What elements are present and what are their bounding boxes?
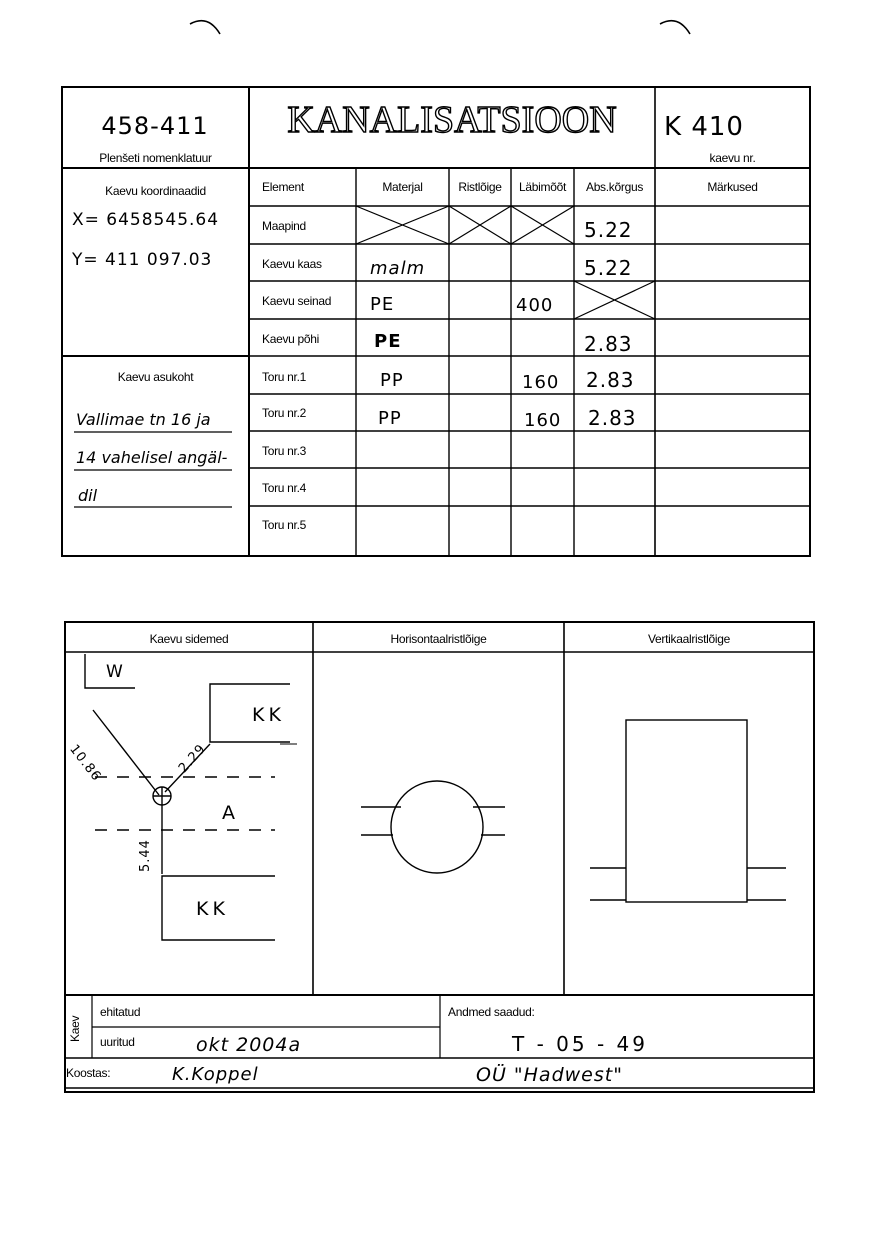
row-element-toru-2: Toru nr.2 [262,406,306,420]
sketch-kk-bottom-label: KK [196,898,229,920]
col-header-materjal: Materjal [382,180,423,194]
andmed-label: Andmed saadud: [448,1005,535,1019]
location-line-2: 14 vahelisel angäl- [76,448,228,467]
coordinate-y: Y= 411 097.03 [72,250,213,270]
well-number-label: kaevu nr. [709,151,756,165]
sketch-dim-down: 5.44 [138,839,153,872]
drawing-header-horizontal-section: Horisontaalristlõige [390,632,487,646]
row-element-maapind: Maapind [262,219,306,233]
company-value: OÜ "Hadwest" [476,1064,623,1086]
material-kaevu-pohi: PE [374,331,402,352]
main-form-grid [0,0,874,600]
row-element-kaevu-pohi: Kaevu põhi [262,332,320,346]
abs-value-toru-2: 2.83 [588,406,637,430]
koostas-underline [0,1080,874,1094]
sketch-w-label: W [106,662,124,682]
drawing-header-vertical-section: Vertikaalristlõige [648,632,730,646]
abs-value-maapind: 5.22 [584,218,633,242]
col-header-ristloige: Ristlõige [458,180,502,194]
coordinate-x: X= 6458545.64 [72,210,220,230]
koostas-value: K.Koppel [172,1064,259,1085]
row-element-kaevu-seinad: Kaevu seinad [262,294,332,308]
material-kaevu-seinad: PE [370,294,395,315]
material-toru-1: PP [380,370,404,391]
ehitatud-label: ehitatud [100,1005,141,1019]
koostas-label: Koostas: [66,1066,111,1080]
abs-value-kaevu-kaas: 5.22 [584,256,633,280]
col-header-markused: Märkused [707,180,758,194]
sketch-dim-left: 10.86 [66,742,104,785]
location-line-1: Vallimae tn 16 ja [76,410,211,429]
coordinates-label: Kaevu koordinaadid [105,184,206,198]
page-title: KANALISATSIOON [287,99,617,141]
material-kaevu-kaas: malm [370,258,426,279]
location-label: Kaevu asukoht [117,370,194,384]
row-element-toru-4: Toru nr.4 [262,481,306,495]
drawing-header-connections: Kaevu sidemed [149,632,229,646]
uuritud-value: okt 2004a [196,1034,302,1056]
col-header-labimoot: Läbimõõt [519,180,566,194]
abs-value-kaevu-pohi: 2.83 [584,332,633,356]
col-header-abs-korgus: Abs.kõrgus [585,180,644,194]
row-element-kaevu-kaas: Kaevu kaas [262,257,322,271]
horizontal-section-drawing [313,652,564,995]
sketch-dim-right: 2.29 [176,741,210,777]
diameter-kaevu-seinad: 400 [516,295,554,316]
diameter-toru-2: 160 [524,410,562,431]
nomenclature-label: Plenšeti nomenklatuur [99,151,212,165]
diameter-toru-1: 160 [522,372,560,393]
abs-value-toru-1: 2.83 [586,368,635,392]
location-line-3: dil [78,486,98,505]
andmed-value: T - 05 - 49 [512,1032,648,1056]
nomenclature-value: 458-411 [101,112,209,140]
well-number-value: K 410 [664,112,744,142]
sketch-a-label: A [222,802,236,824]
row-element-toru-1: Toru nr.1 [262,370,306,384]
row-element-toru-3: Toru nr.3 [262,444,306,458]
col-header-element: Element [262,180,304,194]
footer-side-label: Kaev [68,1015,82,1042]
vertical-section-drawing [564,652,814,995]
material-toru-2: PP [378,408,402,429]
sketch-kk-top-label: KK [252,704,285,726]
row-element-toru-5: Toru nr.5 [262,518,306,532]
uuritud-label: uuritud [100,1035,135,1049]
